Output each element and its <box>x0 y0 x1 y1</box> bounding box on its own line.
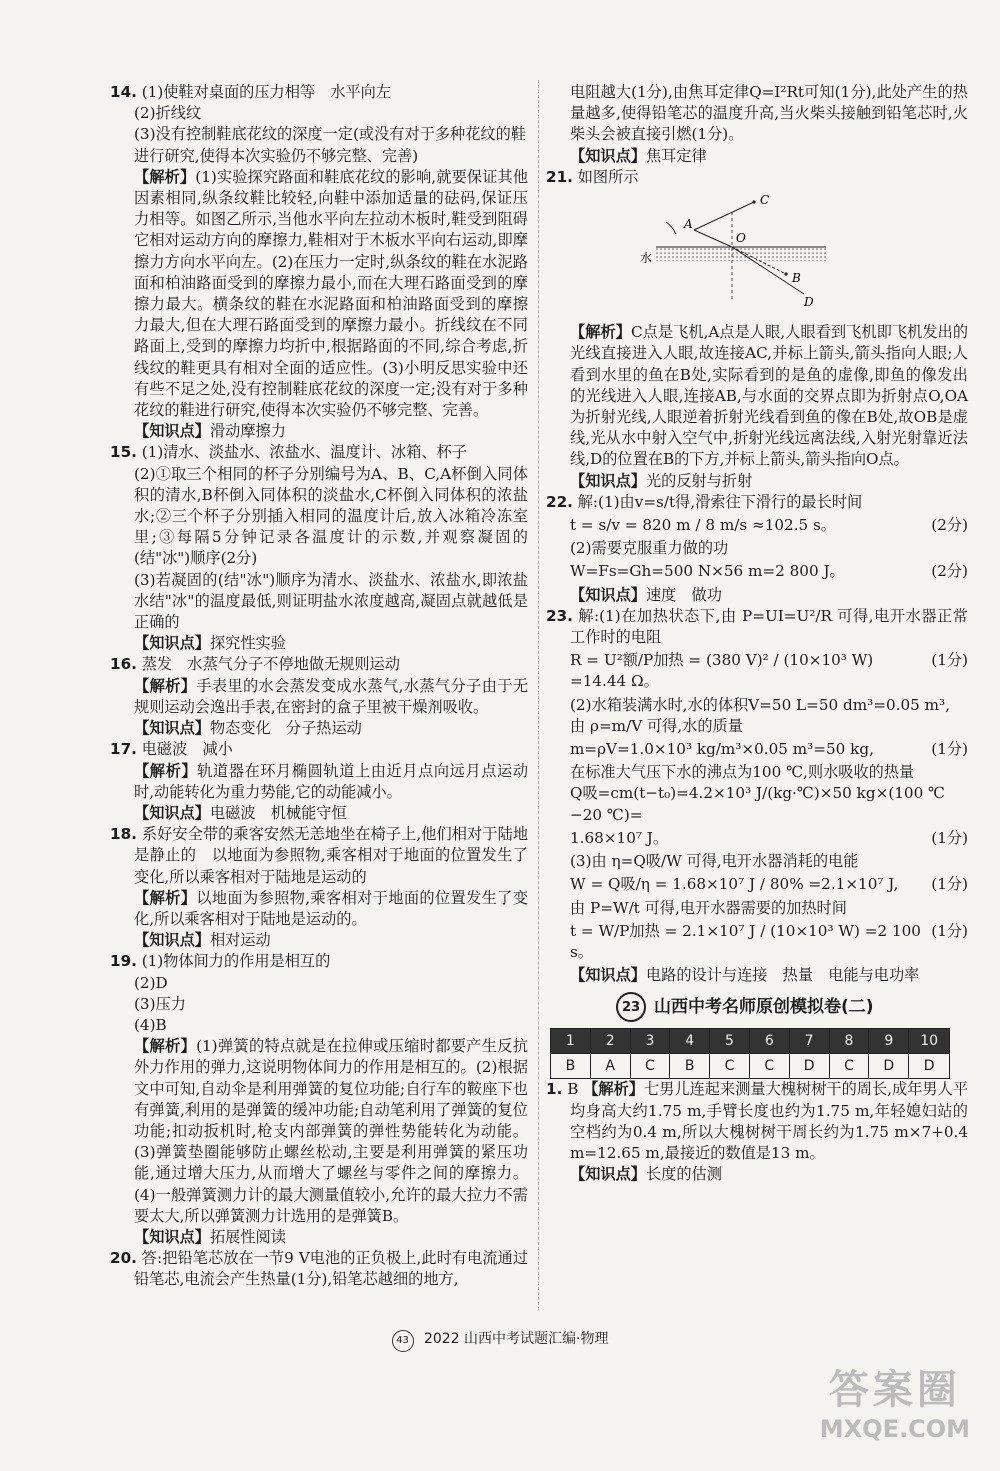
answer-value: C <box>710 1054 750 1079</box>
explanation <box>110 167 528 421</box>
question-number: 1. <box>546 1080 563 1099</box>
question-number: 22. <box>546 492 573 511</box>
explanation <box>110 761 528 803</box>
kp-text: 探究性实验 <box>209 634 286 653</box>
answer-number: 10 <box>909 1029 950 1054</box>
answer-line: 如图所示 <box>577 167 639 186</box>
label-a: A <box>684 217 693 232</box>
answer-line: (1)清水、淡盐水、浓盐水、温度计、冰箱、杯子 <box>141 443 467 462</box>
answer-value: D <box>869 1054 909 1079</box>
explanation-tag: 【解析】 <box>134 761 198 780</box>
equation-text: t = s/v = 820 m / 8 m/s ≈102.5 s。 <box>570 516 836 535</box>
explanation-text: (1)弹簧的特点就是在拉伸或压缩时都要产生反抗外力作用的弹力,这说明物体间力的作用是相互的。(2)根据文中可知,自动伞是利用弹簧的复位功能;自行车的鞍座下也有弹簧,利用的是弹簧的缓冲功能;自动笔利用了弹簧的复位功能;扣动扳机时,枪支内部弹簧的弹性势能转化为动能。(3)弹簧垫圈能够防止螺丝松动,主要是利用弹簧的紧压功能,通过增大压力,从而增大了螺丝与零件之间的摩擦力。(4)一般弹簧测力计的最大测量值较小,允许的最大拉力不需要太大,所以弹簧测力计选用的是弹簧B。 <box>134 1037 529 1225</box>
point-b <box>784 272 787 275</box>
kp-tag: 【知识点】 <box>570 966 646 985</box>
equation <box>546 874 968 895</box>
question-1 <box>546 1079 968 1164</box>
answer-line: (2)D <box>134 973 168 992</box>
section-badge: 23 <box>616 992 646 1022</box>
question-14 <box>110 82 528 103</box>
answer-line: 电磁波 减小 <box>141 740 233 759</box>
answer-line: 由 P=W/t 可得,电开水器需要的加热时间 <box>570 898 847 917</box>
explanation-tag: 【解析】 <box>134 676 197 695</box>
answer-number: 9 <box>869 1029 909 1054</box>
kp-text: 相对运动 <box>209 931 271 950</box>
answer-value: C <box>829 1054 869 1079</box>
answer-value: C <box>630 1054 670 1079</box>
answer-line: (4)B <box>134 1015 167 1034</box>
answer-line: (2)需要克服重力做的功 <box>570 539 729 558</box>
answer-number: 4 <box>670 1029 710 1054</box>
score: (2分) <box>931 516 968 535</box>
answer-line: 由 ρ=m/V 可得,水的质量 <box>570 716 743 735</box>
kp-text: 速度 做功 <box>645 585 722 604</box>
watermark-logo <box>820 1358 970 1443</box>
knowledge-point <box>110 421 528 442</box>
explanation-text: 以地面为参照物,乘客相对于地面的位置发生了变化,所以乘客相对于陆地是运动的。 <box>134 888 529 928</box>
kp-text: 物态变化 分子热运动 <box>209 719 362 738</box>
ray-ao <box>694 230 732 247</box>
kp-text: 长度的估测 <box>645 1165 722 1184</box>
answer-number: 7 <box>789 1029 829 1054</box>
question-19 <box>110 951 528 972</box>
explanation-text: C点是飞机,A点是人眼,人眼看到飞机即飞机发出的光线直接进入人眼,故连接AC,并标上箭头,箭头指向人眼;人看到水里的鱼在B处,实际看到的是鱼的虚像,即鱼的像发出的光线进入人眼,连接AB,与水面的交界点即为折射点O,OA为折射光线,人眼逆着折射光线看到鱼的像在B处,故OB是虚线,光从水中射入空气中,折射光线远离法线,入射光射靠近法线,D的位置在B的下方,并标上箭头,箭头指向O点。 <box>570 323 969 469</box>
answer-line: (2)①取三个相同的杯子分别编号为A、B、C,A杯倒入同体积的清水,B杯倒入同体积的淡盐水,C杯倒入同体积的浓盐水;②三个杯子分别插入相同的温度计后,放入冰箱冷冻室里;③每隔5分钟记录各温度计的示数,并观察凝固的(结"冰")顺序(2分) <box>134 464 528 568</box>
answer-line: (1)使鞋对桌面的压力相等 水平向左 <box>141 83 392 101</box>
explanation-tag: 【解析】 <box>134 167 196 186</box>
question-23 <box>546 606 968 648</box>
explanation-text: (1)实验探究路面和鞋底花纹的影响,就要保证其他因素相同,纵条纹鞋比较轻,向鞋中添加适量的砝码,保证压力相等。如图乙所示,当他水平向左拉动木板时,鞋受到阻碍它相对运动方向的摩擦力,鞋相对于木板水平向右运动,即摩擦力方向水平向左。(2)在压力一定时,纵条纹的鞋在水泥路面和柏油路面受到的摩擦力最小,而在大理石路面受到的摩擦力最大。横条纹的鞋在水泥路面和柏油路面受到的摩擦力最大,但在大理石路面受到的摩擦力最小。折线纹在不同路面上,受到的摩擦力均折中,根据路面的不同,综合考虑,折线纹的鞋更具有相对全面的适应性。(3)小明反思实验中还有些不足之处,没有控制鞋底花纹的深度一定;没有对于多种花纹的鞋进行研究,使得本次实验仍不够完整、完善。 <box>134 167 529 420</box>
label-c: C <box>760 193 770 208</box>
knowledge-point <box>110 1227 528 1248</box>
section-heading <box>616 992 968 1022</box>
kp-text: 电路的设计与连接 热量 电能与电功率 <box>645 966 920 985</box>
explanation-tag: 【解析】 <box>134 888 197 907</box>
question-number: 23. <box>546 606 573 625</box>
answer-line: 答:把铅笔芯放在一节9 V电池的正负极上,此时有电流通过铅笔芯,电流会产生热量(1分),铅笔芯越细的地方, <box>134 1249 529 1289</box>
question-number: 20. <box>110 1249 137 1268</box>
kp-text: 拓展性阅读 <box>209 1227 286 1246</box>
label-o: O <box>736 231 746 246</box>
kp-tag: 【知识点】 <box>134 803 210 822</box>
kp-tag: 【知识点】 <box>570 1165 646 1184</box>
explanation-tag: 【解析】 <box>570 323 631 342</box>
page-number: 43 <box>392 1330 414 1352</box>
question-16 <box>110 654 528 675</box>
equation-text: W=Fs=Gh=500 N×56 m=2 800 J。 <box>570 562 845 581</box>
answer-line: 解:(1)由v=s/t得,滑索往下滑行的最长时间 <box>577 492 863 511</box>
answer-value: D <box>789 1054 829 1079</box>
answer-number: 2 <box>590 1029 630 1054</box>
knowledge-point <box>110 633 528 654</box>
equation <box>546 650 968 692</box>
score: (2分) <box>931 562 968 581</box>
answer-value: B <box>551 1054 591 1079</box>
explanation <box>546 322 968 470</box>
label-d: D <box>804 295 814 310</box>
question-number: 16. <box>110 655 137 674</box>
answer-line: 在标准大气压下水的沸点为100 ℃,则水吸收的热量 <box>570 763 915 782</box>
answer-line: (3)由 η=Q吸/W 可得,电开水器消耗的电能 <box>570 852 859 871</box>
answer-value: A <box>590 1054 630 1079</box>
label-water: 水 <box>640 251 653 266</box>
answer-number: 1 <box>551 1029 591 1054</box>
question-number: 17. <box>110 740 137 759</box>
question-22 <box>546 492 968 513</box>
equation <box>546 561 968 582</box>
equation <box>546 921 968 963</box>
answer-value: C <box>749 1054 789 1079</box>
page-footer <box>0 1328 1000 1352</box>
answer-table-header <box>551 1029 950 1054</box>
explanation-text: 七男儿连起来测量大槐树树干的周长,成年男人平均身高大约1.75 m,手臂长度也约为1.75 m,年轻媳妇站的空档约为0.4 m,所以大槐树树干周长约为1.75 m×7+0.4 m=12.65 m,最接近的数值是13 m。 <box>570 1080 969 1162</box>
equation-text: W = Q吸/η = 1.68×10⁷ J / 80% =2.1×10⁷ J, <box>570 875 899 894</box>
answer-line: (3)若凝固的(结"冰")顺序为清水、淡盐水、浓盐水,即浓盐水结"冰"的温度最低,则证明盐水浓度越高,凝固点就越低是正确的 <box>134 570 528 632</box>
answer-continuation: 电阻越大(1分),由焦耳定律Q=I²Rt可知(1分),此处产生的热量越多,使得铅笔芯的温度升高,当火柴头接触到铅笔芯时,火柴头会被直接引燃(1分)。 <box>570 83 968 144</box>
kp-tag: 【知识点】 <box>134 931 210 950</box>
explanation-tag: 【解析】 <box>134 1037 197 1056</box>
knowledge-point <box>110 803 528 824</box>
answer-number: 8 <box>829 1029 869 1054</box>
equation-text: Q吸=cm(t−t₀)=4.2×10³ J/(kg·℃)×50 kg×(100 ℃−20 ℃)= <box>570 784 946 824</box>
kp-tag: 【知识点】 <box>134 422 210 441</box>
footer-title: 2022 山西中考试题汇编·物理 <box>423 1331 609 1347</box>
answer-line: (1)物体间力的作用是相互的 <box>141 952 331 971</box>
label-b: B <box>792 271 801 286</box>
answer-line: (3)压力 <box>134 994 186 1013</box>
equation <box>546 828 968 849</box>
question-number: 14. <box>110 83 137 101</box>
answer-number: 3 <box>630 1029 670 1054</box>
kp-tag: 【知识点】 <box>134 719 210 738</box>
equation-text: 1.68×10⁷ J。 <box>570 828 669 847</box>
logo-url: MXQE.COM <box>819 1415 970 1443</box>
eye-icon <box>666 222 676 234</box>
ray-ca <box>694 202 754 230</box>
answer-choice: B <box>567 1080 579 1099</box>
question-18 <box>110 824 528 888</box>
equation-text: m=ρV=1.0×10³ kg/m³×0.05 m³=50 kg, <box>570 740 874 759</box>
kp-text: 光的反射与折射 <box>645 471 753 490</box>
kp-tag: 【知识点】 <box>134 1227 210 1246</box>
right-column <box>546 82 968 1185</box>
explanation-tag: 【解析】 <box>583 1080 644 1099</box>
explanation-text: 轨道器在环月椭圆轨道上由近月点向远月点运动时,动能转化为重力势能,它的动能减小。 <box>134 761 529 801</box>
question-21 <box>546 167 968 188</box>
question-number: 21. <box>546 167 573 186</box>
answer-line: (3)没有控制鞋底花纹的深度一定(或没有对于多种花纹的鞋进行研究,使得本次实验仍不够完整、完善) <box>134 125 526 165</box>
answer-number: 6 <box>749 1029 789 1054</box>
section-title: 山西中考名师原创模拟卷(二) <box>654 996 874 1017</box>
question-number: 19. <box>110 952 137 971</box>
knowledge-point <box>546 1164 968 1185</box>
logo-text: 答案圈 <box>828 1367 961 1413</box>
explanation <box>110 676 528 718</box>
equation <box>546 515 968 536</box>
question-number: 15. <box>110 443 137 462</box>
explanation-text: 手表里的水会蒸发变成水蒸气,水蒸气分子由于无规则运动会逸出手表,在密封的盒子里被干燥剂吸收。 <box>134 676 529 716</box>
knowledge-point <box>546 965 968 986</box>
score: (1分) <box>931 828 968 847</box>
point-c <box>752 200 755 203</box>
answer-line: 解:(1)在加热状态下,由 P=UI=U²/R 可得,电开水器正常工作时的电阻 <box>570 606 968 647</box>
refraction-svg <box>636 192 836 312</box>
column-divider <box>538 80 539 1310</box>
kp-tag: 【知识点】 <box>570 585 646 604</box>
kp-tag: 【知识点】 <box>570 146 646 165</box>
kp-text: 焦耳定律 <box>645 146 707 165</box>
score: (1分) <box>931 740 968 759</box>
question-number: 18. <box>110 825 137 844</box>
question-20 <box>110 1248 528 1290</box>
equation <box>546 739 968 760</box>
question-15 <box>110 442 528 463</box>
knowledge-point <box>546 471 968 492</box>
answer-line: (2)折线纹 <box>134 104 202 123</box>
knowledge-point <box>110 930 528 951</box>
knowledge-point <box>546 146 968 167</box>
answer-line: (2)水箱装满水时,水的体积V=50 L=50 dm³=0.05 m³, <box>570 695 950 714</box>
knowledge-point <box>110 718 528 739</box>
answer-line: 系好安全带的乘客安然无恙地坐在椅子上,他们相对于陆地是静止的 以地面为参照物,乘客相对于地面的位置发生了变化,所以乘客相对于陆地是运动的 <box>134 825 529 886</box>
score: (1分) <box>931 921 968 940</box>
water-surface <box>656 247 826 261</box>
score: (1分) <box>931 875 968 894</box>
answer-value: B <box>670 1054 710 1079</box>
kp-tag: 【知识点】 <box>570 471 646 490</box>
equation-text: t = W/P加热 = 2.1×10⁷ J / (10×10³ W) =2 100 s。 <box>570 921 921 961</box>
left-column <box>110 82 528 1291</box>
answer-table <box>550 1028 950 1079</box>
question-17 <box>110 739 528 760</box>
explanation <box>110 1036 528 1227</box>
answer-number: 5 <box>710 1029 750 1054</box>
refraction-diagram <box>636 192 968 318</box>
answer-table-values <box>551 1054 950 1079</box>
kp-text: 滑动摩擦力 <box>209 422 286 441</box>
knowledge-point <box>546 585 968 606</box>
explanation <box>110 888 528 930</box>
answer-line: 蒸发 水蒸气分子不停地做无规则运动 <box>141 655 400 674</box>
answer-value: D <box>909 1054 950 1079</box>
kp-text: 电磁波 机械能守恒 <box>209 803 347 822</box>
score: (1分) <box>931 651 968 670</box>
equation-text: R = U²额/P加热 = (380 V)² / (10×10³ W) =14.44 Ω。 <box>570 651 874 691</box>
kp-tag: 【知识点】 <box>134 634 210 653</box>
